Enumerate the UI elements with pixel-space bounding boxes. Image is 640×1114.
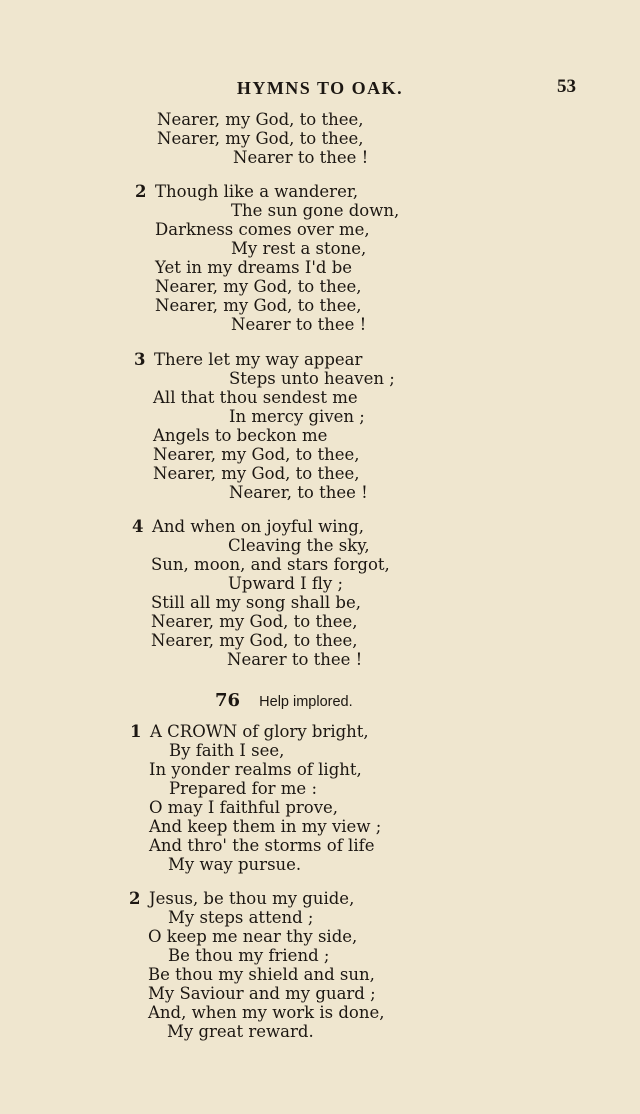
running-header: HYMNS TO OAK. — [236, 78, 404, 98]
verse-line: Nearer, my God, to thee, — [153, 464, 360, 483]
verse-line: Nearer to thee ! — [227, 650, 363, 669]
verse-line: Be thou my shield and sun, — [148, 965, 375, 984]
stanza-number: 1 — [130, 722, 142, 741]
hymn-number: 76 — [215, 690, 241, 711]
verse-line: Nearer, my God, to thee, — [155, 296, 362, 315]
verse-line: The sun gone down, — [231, 201, 400, 220]
hymn-heading — [215, 690, 353, 711]
verse-line: Nearer to thee ! — [231, 315, 367, 334]
stanza-number: 2 — [129, 889, 141, 908]
verse-line: And keep them in my view ; — [149, 817, 382, 836]
verse-line: Yet in my dreams I'd be — [155, 258, 353, 277]
verse-line: O may I faithful prove, — [149, 798, 339, 817]
verse-line: Nearer, my God, to thee, — [155, 277, 362, 296]
verse-line: Though like a wanderer, — [155, 182, 359, 201]
verse-line: Still all my song shall be, — [151, 593, 361, 612]
verse-line: A CROWN of glory bright, — [150, 722, 369, 741]
verse-line: There let my way appear — [154, 350, 363, 369]
verse-line: My way pursue. — [168, 855, 302, 874]
verse-line: My great reward. — [167, 1022, 314, 1041]
verse-line: And when on joyful wing, — [152, 517, 365, 536]
verse-line: Nearer to thee ! — [233, 148, 369, 167]
verse-line: Nearer, my God, to thee, — [151, 631, 358, 650]
verse-line: Nearer, my God, to thee, — [153, 445, 360, 464]
verse-line: Nearer, my God, to thee, — [157, 129, 364, 148]
verse-line: My rest a stone, — [231, 239, 367, 258]
verse-line: Darkness comes over me, — [155, 220, 370, 239]
verse-line: Nearer, my God, to thee, — [157, 110, 364, 129]
verse-line: By faith I see, — [169, 741, 285, 760]
verse-line: My steps attend ; — [168, 908, 314, 927]
verse-line: Steps unto heaven ; — [229, 369, 395, 388]
verse-line: Jesus, be thou my guide, — [149, 889, 355, 908]
verse-line: Sun, moon, and stars forgot, — [151, 555, 390, 574]
verse-line: And, when my work is done, — [148, 1003, 385, 1022]
verse-line: Cleaving the sky, — [228, 536, 370, 555]
verse-line: Nearer, my God, to thee, — [151, 612, 358, 631]
verse-line: Prepared for me : — [169, 779, 318, 798]
verse-line: In mercy given ; — [229, 407, 365, 426]
stanza-number: 3 — [134, 350, 146, 369]
verse-line: And thro' the storms of life — [149, 836, 375, 855]
page-number: 53 — [557, 76, 576, 97]
stanza-number: 2 — [135, 182, 147, 201]
verse-line: O keep me near thy side, — [148, 927, 358, 946]
verse-line: In yonder realms of light, — [149, 760, 362, 779]
hymn-subject: Help implored. — [259, 694, 353, 710]
verse-line: Nearer, to thee ! — [229, 483, 368, 502]
verse-line: Be thou my friend ; — [168, 946, 330, 965]
verse-line: All that thou sendest me — [153, 388, 358, 407]
verse-line: Angels to beckon me — [153, 426, 328, 445]
verse-line: Upward I fly ; — [228, 574, 344, 593]
stanza-number: 4 — [132, 517, 144, 536]
verse-line: My Saviour and my guard ; — [148, 984, 376, 1003]
